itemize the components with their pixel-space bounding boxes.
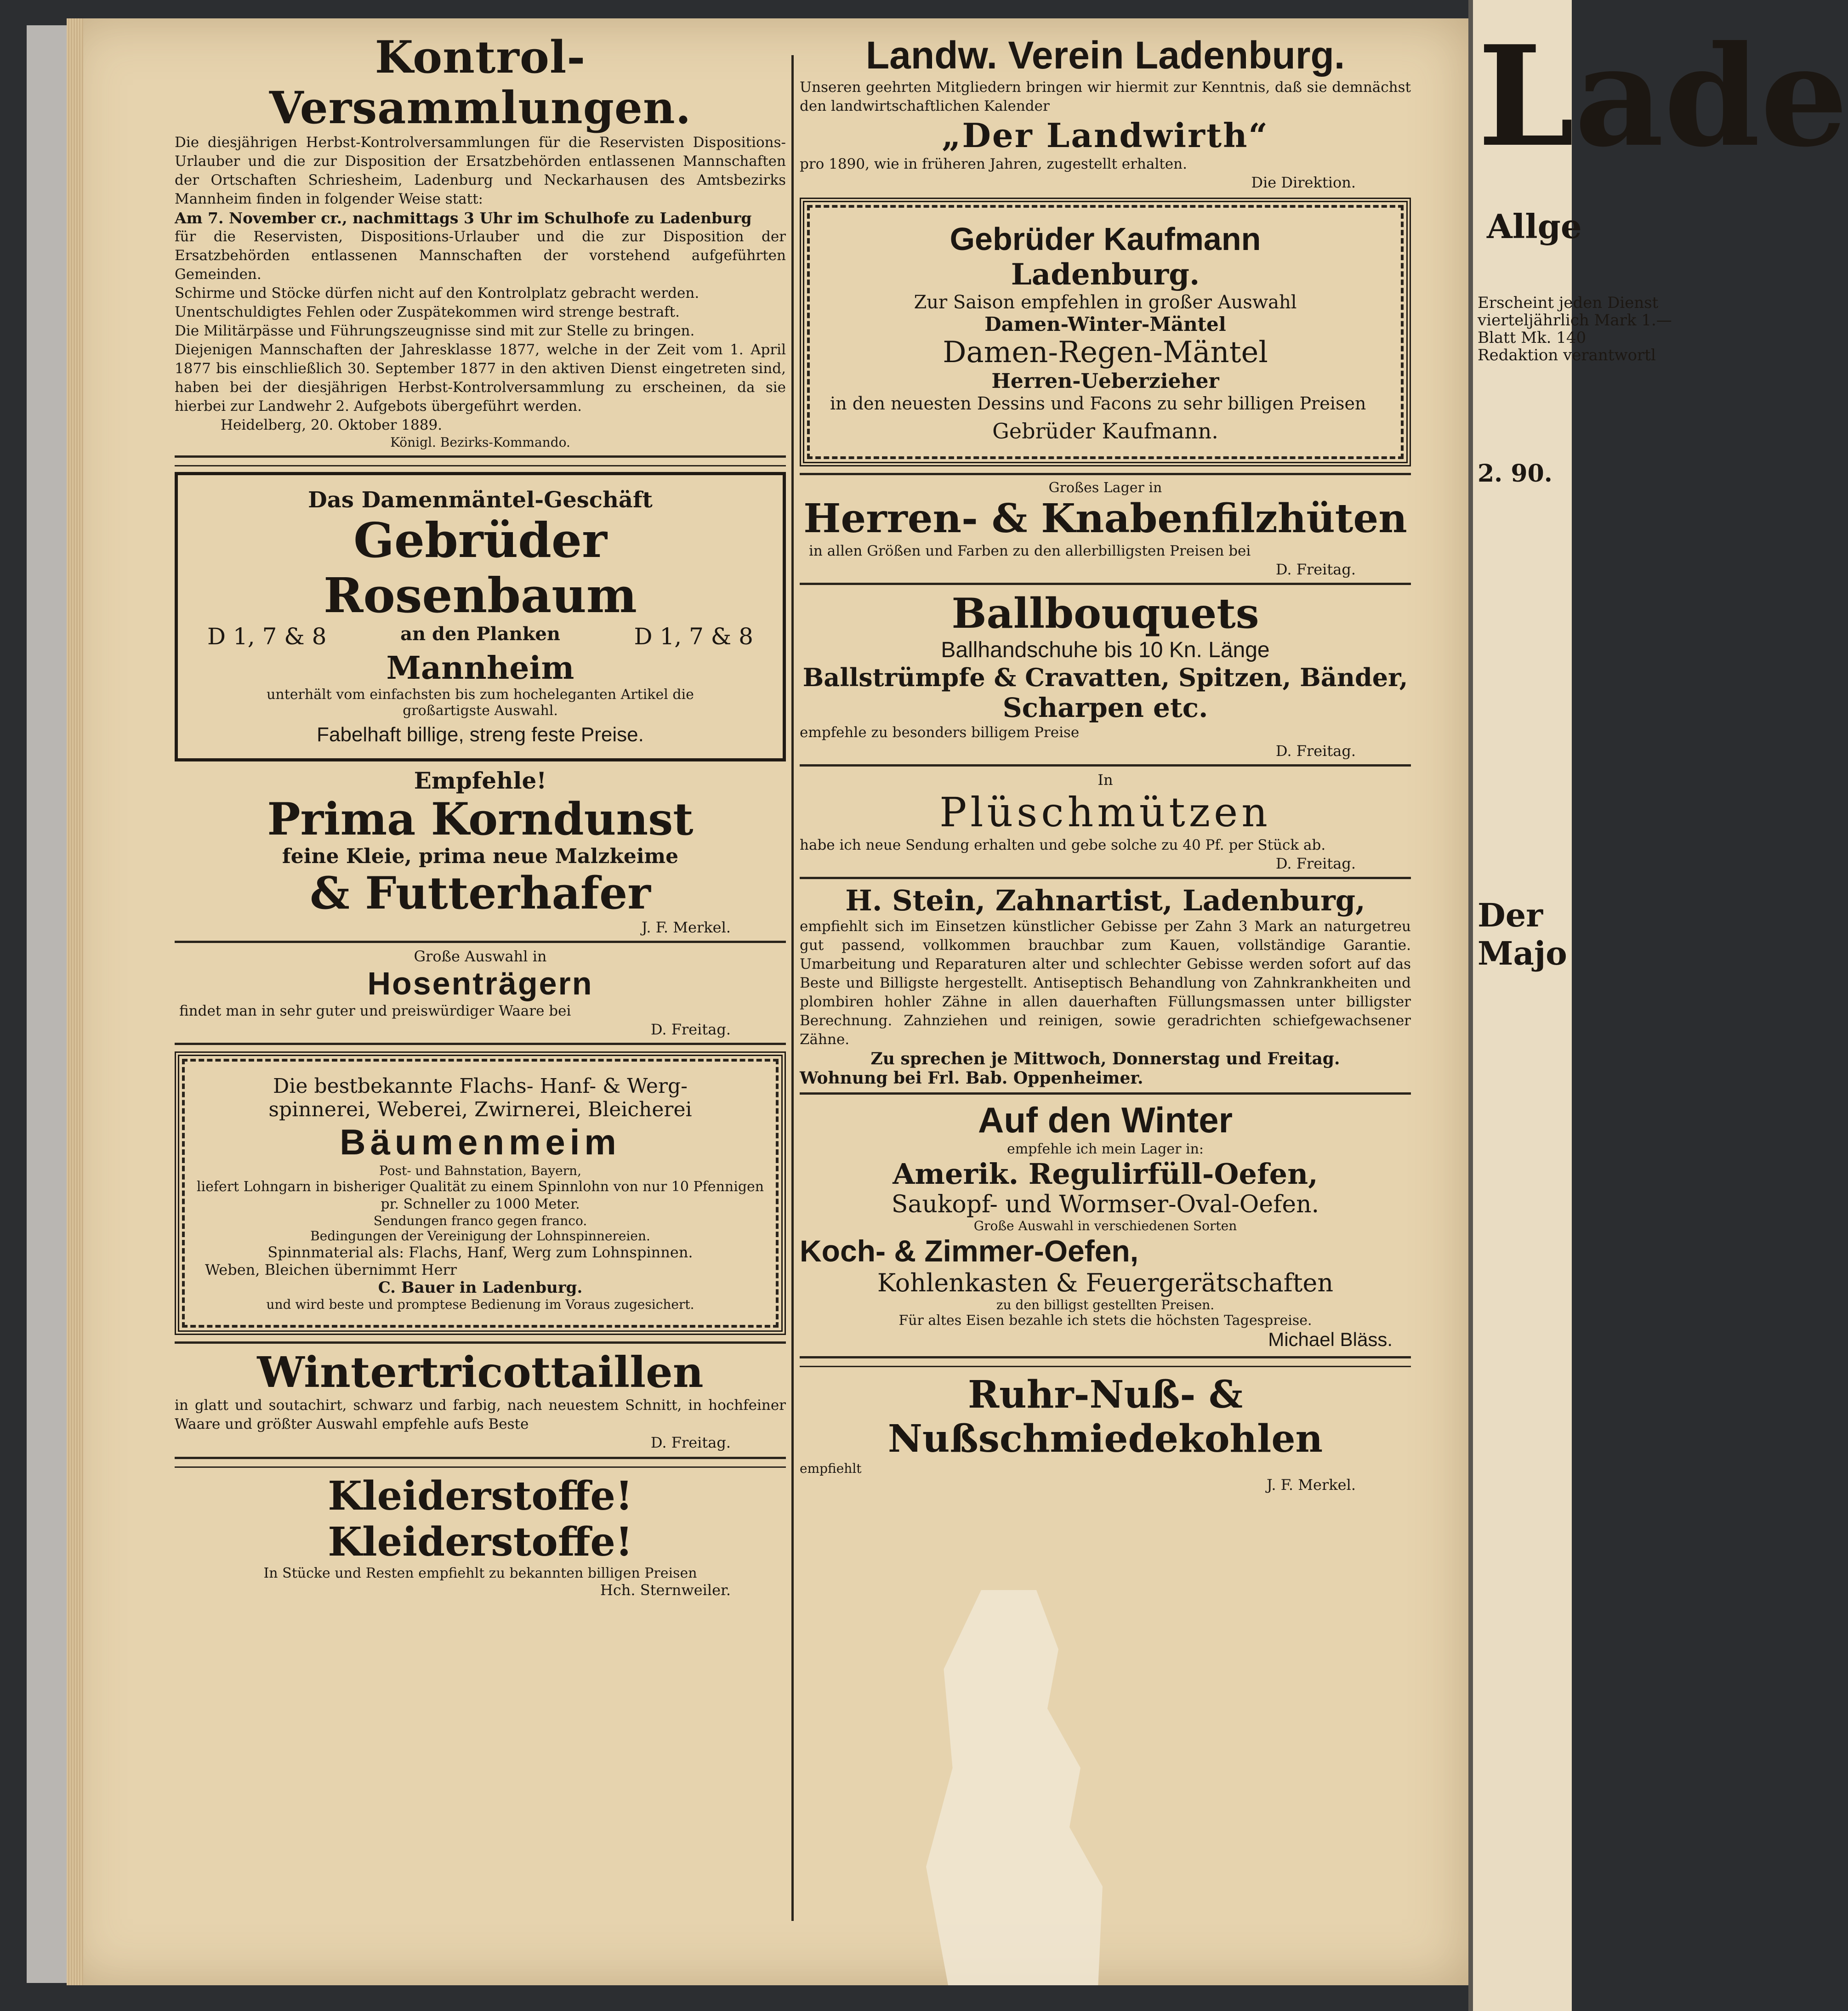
- ball-l5: empfehle zu besonders billigem Preise: [800, 724, 1080, 741]
- kontrol-p1: Die diesjährigen Herbst-Kontrolversammlungen für die Reservisten Dispositions-Urlauber und die zur Disposition der Ersatzbehörden entlassenen Mannschaften der Ortschaften Schriesheim, Ladenburg und Neckarhausen des Amtsbezirks Mannheim finden in folgender Weise statt:: [175, 134, 786, 207]
- kleider-sig: Hch. Sternweiler.: [600, 1581, 731, 1599]
- winter-ad: [800, 1099, 1411, 1351]
- plusch-l3: habe ich neue Sendung erhalten und gebe solche zu 40 Pf. per Stück ab.: [800, 837, 1326, 853]
- verein-p1: Unseren geehrten Mitgliedern bringen wir hiermit zur Kenntnis, daß sie demnächst den landwirtschaftlichen Kalender: [800, 79, 1411, 114]
- verein-calendar: „Der Landwirth“: [942, 116, 1269, 155]
- winter-l5: Große Auswahl in verschiedenen Sorten: [973, 1218, 1237, 1233]
- winter-l9: Für altes Eisen bezahle ich stets die höchsten Tagespreise.: [898, 1312, 1312, 1329]
- baeumen-l4: Post- und Bahnstation, Bayern,: [379, 1163, 581, 1178]
- ruhr-sig: J. F. Merkel.: [1267, 1476, 1356, 1494]
- separator: [175, 455, 786, 466]
- rosenbaum-addr-a: D 1, 7 & 8: [207, 623, 327, 650]
- tricot-l1: Wintertricottaillen: [257, 1347, 704, 1397]
- tricot-sig: D. Freitag.: [650, 1434, 731, 1451]
- kontrol-title: Kontrol-Versammlungen.: [269, 31, 692, 134]
- tricot-ad: [175, 1348, 786, 1451]
- ball-sig: D. Freitag.: [1275, 742, 1356, 760]
- winter-l3: Amerik. Regulirfüll-Oefen,: [893, 1157, 1318, 1191]
- korndunst-l1: Empfehle!: [414, 767, 547, 794]
- baeumen-l3: Bäumenmeim: [340, 1122, 621, 1162]
- ball-ad: [800, 590, 1411, 760]
- stein-ad: [800, 884, 1411, 1088]
- kaufmann-l2: Ladenburg.: [1011, 257, 1200, 292]
- kontrol-p2: Am 7. November cr., nachmittags 3 Uhr im Schulhofe zu Ladenburg: [175, 209, 752, 227]
- rosenbaum-address: [189, 623, 772, 650]
- rosenbaum-l5: Fabelhaft billige, streng feste Preise.: [317, 723, 644, 746]
- ball-l4: Scharpen etc.: [1002, 692, 1208, 723]
- kontrol-p7: Diejenigen Mannschaften der Jahresklasse 1877, welche in der Zeit vom 1. April 1877 bis einschließlich 30. September 1877 in den aktiven Dienst eingetreten sind, haben bei der diesjährigen Herbst-Kontrolversammlung zu erscheinen, da sie hierbei zur Landwehr 2. Aufgebots übergeführt werden.: [175, 341, 786, 415]
- winter-l2: empfehle ich mein Lager in:: [1006, 1141, 1204, 1157]
- stein-l3: Zu sprechen je Mittwoch, Donnerstag und Freitag.: [870, 1049, 1340, 1068]
- korndunst-l2: Prima Korndunst: [267, 793, 694, 845]
- rosenbaum-l1: Das Damenmäntel-Geschäft: [308, 487, 653, 513]
- ruhr-l2: empfiehlt: [800, 1461, 862, 1476]
- baeumen-l8: Spinnmaterial als: Flachs, Hanf, Werg zum Lohnspinnen.: [267, 1244, 693, 1261]
- separator: [800, 473, 1411, 475]
- stein-l1: H. Stein, Zahnartist, Ladenburg,: [845, 884, 1365, 917]
- stein-l4: Wohnung bei Frl. Bab. Oppenheimer.: [800, 1068, 1143, 1088]
- plusch-l1: In: [1097, 771, 1113, 789]
- separator: [800, 877, 1411, 879]
- plusch-sig: D. Freitag.: [1275, 855, 1356, 872]
- rosenbaum-addr-c: D 1, 7 & 8: [634, 623, 753, 650]
- separator: [800, 1092, 1411, 1095]
- page-edge: [67, 18, 83, 1985]
- verein-title: Landw. Verein Ladenburg.: [865, 34, 1345, 77]
- tricot-l2: in glatt und soutachirt, schwarz und farbig, nach neuestem Schnitt, in hochfeiner Waare und größter Auswahl empfehle aufs Beste: [175, 1397, 786, 1432]
- kaufmann-l4: Damen-Winter-Mäntel: [984, 313, 1226, 335]
- separator: [800, 583, 1411, 585]
- verein-notice: [800, 32, 1411, 191]
- baeumen-l9: Weben, Bleichen übernimmt Herr: [205, 1261, 457, 1278]
- rosenbaum-l4: unterhält vom einfachsten bis zum hocheleganten Artikel die großartigste Auswahl.: [267, 687, 694, 719]
- kleider-l1: Kleiderstoffe! Kleiderstoffe!: [328, 1473, 633, 1565]
- kontrol-date: Heidelberg, 20. Oktober 1889.: [221, 417, 443, 433]
- kontrol-p6: Die Militärpässe und Führungszeugnisse sind mit zur Stelle zu bringen.: [175, 323, 695, 339]
- baeumen-l11: und wird beste und promptese Bedienung im Voraus zugesichert.: [266, 1297, 694, 1312]
- hosen-ad: [175, 948, 786, 1038]
- kaufmann-l6: Herren-Ueberzieher: [991, 369, 1219, 393]
- baeumen-l10: C. Bauer in Ladenburg.: [378, 1278, 583, 1297]
- kaufmann-l5: Damen-Regen-Mäntel: [943, 335, 1268, 369]
- kleider-ad: [175, 1473, 786, 1599]
- left-column: [175, 32, 786, 1599]
- separator: [175, 1341, 786, 1344]
- baeumen-l1: Die bestbekannte Flachs- Hanf- & Werg-: [273, 1074, 688, 1098]
- korndunst-sig: J. F. Merkel.: [642, 919, 731, 936]
- winter-l7: Kohlenkasten & Feuergerätschaften: [877, 1268, 1334, 1297]
- korndunst-l4: & Futterhafer: [310, 867, 651, 919]
- kaufmann-ad: [800, 198, 1411, 466]
- filzhut-l2: Herren- & Knabenfilzhüten: [803, 495, 1407, 542]
- separator: [175, 941, 786, 943]
- adjacent-page: [1468, 0, 1848, 2011]
- right-column: [800, 32, 1411, 1494]
- separator: [800, 1356, 1411, 1367]
- rosenbaum-addr-b: an den Planken: [400, 623, 560, 645]
- baeumen-l6: Sendungen franco gegen franco.: [373, 1213, 587, 1228]
- ruhr-ad: [800, 1373, 1411, 1494]
- hosen-l1: Große Auswahl in: [414, 948, 547, 965]
- kaufmann-l1: Gebrüder Kaufmann: [950, 221, 1261, 257]
- winter-l1: Auf den Winter: [978, 1100, 1233, 1140]
- baeumen-l5: liefert Lohngarn in bisheriger Qualität zu einem Spinnlohn von nur 10 Pfennigen pr. Schneller zu 1000 Meter.: [196, 1179, 764, 1212]
- kontrol-p4: Schirme und Stöcke dürfen nicht auf den Kontrolplatz gebracht werden.: [175, 285, 699, 301]
- hosen-l2: Hosenträgern: [367, 966, 593, 1001]
- kontrol-sig: Königl. Bezirks-Kommando.: [390, 435, 570, 450]
- ball-l3: Ballstrümpfe & Cravatten, Spitzen, Bänder,: [802, 663, 1408, 692]
- kaufmann-l3: Zur Saison empfehlen in großer Auswahl: [914, 292, 1297, 313]
- kontrol-p3: für die Reservisten, Dispositions-Urlauber und die zur Disposition der Ersatzbehörden entlassenen Mannschaften der vorstehend aufgeführten Gemeinden.: [175, 228, 786, 283]
- adjacent-date: 2. 90.: [1478, 460, 1552, 488]
- filzhut-sig: D. Freitag.: [1275, 561, 1356, 578]
- hosen-sig: D. Freitag.: [650, 1021, 731, 1038]
- winter-sig: Michael Bläss.: [1268, 1329, 1393, 1350]
- rosenbaum-city: Mannheim: [386, 650, 574, 687]
- korndunst-ad: [175, 767, 786, 936]
- ball-l1: Ballbouquets: [951, 589, 1259, 638]
- ball-l2: Ballhandschuhe bis 10 Kn. Länge: [941, 638, 1270, 662]
- adjacent-info: Erscheint jeden Dienst vierteljährlich Mark 1.— Blatt Mk. 140 Redaktion verantwortl: [1478, 294, 1672, 364]
- baeumen-l2: spinnerei, Weberei, Zwirnerei, Bleicherei: [268, 1098, 692, 1121]
- adjacent-feuilleton-title: Der Majo: [1478, 896, 1567, 972]
- separator: [175, 1457, 786, 1468]
- hosen-l3: findet man in sehr guter und preiswürdiger Waare bei: [179, 1003, 571, 1019]
- kontrol-p5: Unentschuldigtes Fehlen oder Zuspätekommen wird strenge bestraft.: [175, 304, 680, 320]
- baeumen-ad: [175, 1051, 786, 1335]
- verein-sig: Die Direktion.: [1251, 174, 1356, 191]
- column-divider: [791, 55, 794, 1921]
- korndunst-l3: feine Kleie, prima neue Malzkeime: [282, 845, 679, 868]
- filzhut-l1: Großes Lager in: [1048, 480, 1162, 496]
- kleider-l2: In Stücke und Resten empfiehlt zu bekannten billigen Preisen: [263, 1565, 697, 1581]
- plusch-l2: Plüschmützen: [939, 789, 1271, 836]
- adjacent-masthead: Lade: [1478, 15, 1848, 177]
- filzhut-l3: in allen Größen und Farben zu den allerbilligsten Preisen bei: [809, 543, 1251, 559]
- baeumen-l7: Bedingungen der Vereinigung der Lohnspinnereien.: [310, 1228, 650, 1244]
- adjacent-subtitle: Allge: [1487, 207, 1582, 246]
- book-spine: [27, 25, 71, 1983]
- kontrol-notice: [175, 32, 786, 450]
- separator: [175, 1043, 786, 1045]
- plusch-ad: [800, 771, 1411, 872]
- winter-l6: Koch- & Zimmer-Oefen,: [800, 1234, 1139, 1268]
- verein-p2: pro 1890, wie in früheren Jahren, zugestellt erhalten.: [800, 156, 1187, 172]
- kaufmann-sig: Gebrüder Kaufmann.: [992, 419, 1218, 443]
- separator: [800, 764, 1411, 767]
- kaufmann-l7: in den neuesten Dessins und Facons zu sehr billigen Preisen: [830, 393, 1366, 414]
- ruhr-l1: Ruhr-Nuß- & Nußschmiedekohlen: [887, 1373, 1323, 1461]
- stein-l2: empfiehlt sich im Einsetzen künstlicher Gebisse per Zahn 3 Mark an naturgetreu gut passend, vollkommen brauchbar zum Kauen, vollständige Garantie. Umarbeitung und Reparaturen alter und schlechter Gebisse werden sofort auf das Beste und Billigste hergestellt. Antiseptisch Behandlung von Zahnkrankheiten und plombiren hohler Zähne in allen dauerhaften Füllungsmassen unter billigster Berechnung. Zahnziehen und reinigen, sowie geradrichten schiefgewachsener Zähne.: [800, 918, 1411, 1048]
- winter-l4: Saukopf- und Wormser-Oval-Oefen.: [891, 1191, 1319, 1218]
- rosenbaum-ad: [175, 472, 786, 761]
- winter-l8: zu den billigst gestellten Preisen.: [996, 1297, 1215, 1312]
- rosenbaum-name: Gebrüder Rosenbaum: [324, 512, 637, 624]
- filzhut-ad: [800, 480, 1411, 578]
